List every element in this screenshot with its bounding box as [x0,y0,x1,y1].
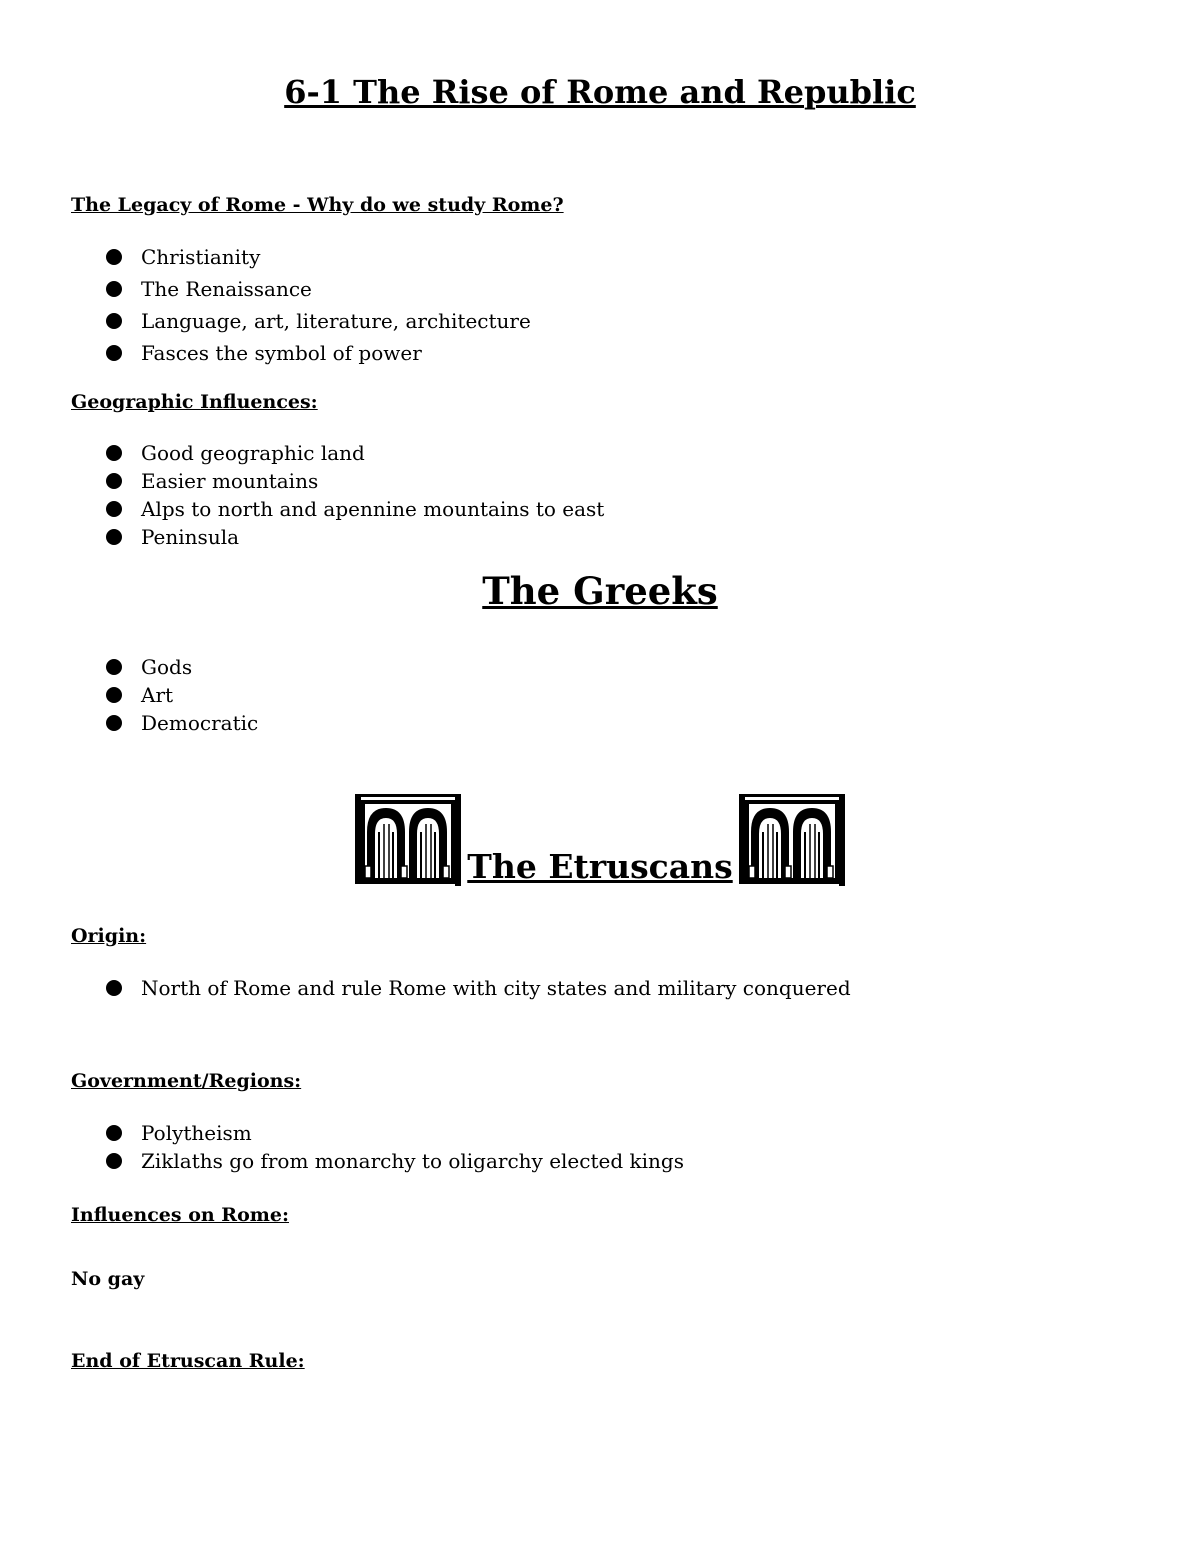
list-item: North of Rome and rule Rome with city states and military conquered [106,973,851,1003]
bullet-icon [106,445,122,461]
bullet-icon [106,529,122,545]
origin-list [106,973,851,1003]
list-item: Polytheism [106,1119,684,1147]
list-item: Peninsula [106,523,604,551]
legacy-list [106,241,531,369]
list-item: The Renaissance [106,273,531,305]
list-item: Easier mountains [106,467,604,495]
greeks-list [106,653,258,737]
list-item: Christianity [106,241,531,273]
bullet-icon [106,345,122,361]
bullet-icon [106,281,122,297]
bullet-icon [106,473,122,489]
bullet-icon [106,715,122,731]
influences-text: No gay [71,1268,145,1290]
geography-heading: Geographic Influences: [71,391,318,413]
origin-heading: Origin: [71,925,147,947]
list-item: Ziklaths go from monarchy to oligarchy elected kings [106,1147,684,1175]
list-item: Language, art, literature, architecture [106,305,531,337]
list-item: Alps to north and apennine mountains to east [106,495,604,523]
list-item: Gods [106,653,258,681]
bullet-icon [106,687,122,703]
arch-icon [353,792,463,886]
legacy-heading: The Legacy of Rome - Why do we study Rome? [71,194,564,216]
bullet-icon [106,980,122,996]
etruscans-heading: The Etruscans [467,847,733,886]
influences-heading: Influences on Rome: [71,1204,289,1226]
bullet-icon [106,659,122,675]
bullet-icon [106,501,122,517]
greeks-heading: The Greeks [482,569,718,613]
page-title: 6-1 The Rise of Rome and Republic [284,73,916,111]
bullet-icon [106,313,122,329]
list-item: Democratic [106,709,258,737]
geography-list [106,439,604,551]
government-list [106,1119,684,1175]
bullet-icon [106,249,122,265]
list-item: Fasces the symbol of power [106,337,531,369]
bullet-icon [106,1125,122,1141]
government-heading: Government/Regions: [71,1070,302,1092]
arch-icon [737,792,847,886]
end-rule-heading: End of Etruscan Rule: [71,1350,305,1372]
list-item: Good geographic land [106,439,604,467]
etruscans-heading-row [0,792,1200,886]
bullet-icon [106,1153,122,1169]
list-item: Art [106,681,258,709]
